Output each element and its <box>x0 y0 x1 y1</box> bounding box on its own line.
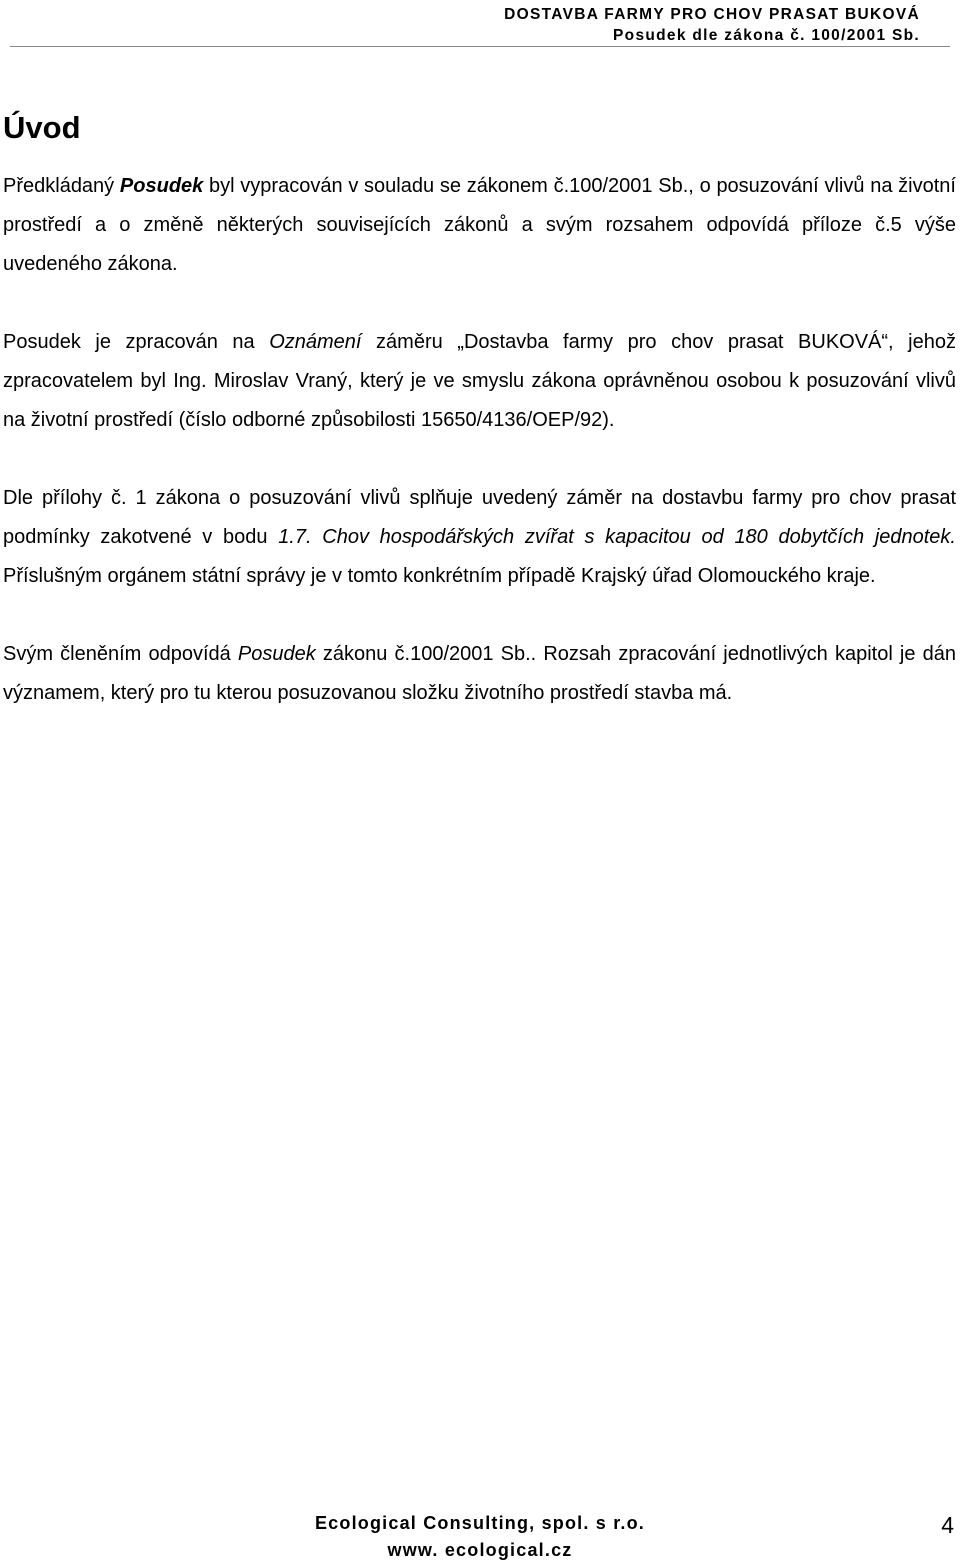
document-body <box>3 106 956 752</box>
emphasis-oznameni: Oznámení <box>269 331 362 353</box>
emphasis-posudek: Posudek <box>119 175 204 197</box>
section-title: Úvod <box>3 110 81 145</box>
footer-website: www. ecological.cz <box>387 1540 573 1560</box>
paragraph-text: Svým členěním odpovídá <box>3 643 238 665</box>
paragraph-text: Posudek je zpracován na <box>3 331 270 353</box>
paragraph-text: záměru „Dostavba farmy pro chov prasat BUKOVÁ“, jehož zpracovatelem byl Ing. Miroslav Vraný, který je ve smyslu zákona oprávněnou osobou k posuzování vlivů na životní prostředí (číslo odborné způsobilosti 15650/4136/OEP/92). <box>3 331 956 431</box>
emphasis-posudek: Posudek <box>237 643 316 665</box>
emphasis-bod-1-7: 1.7. Chov hospodářských zvířat s kapacitou od 180 dobytčích jednotek. <box>278 526 956 548</box>
header-project-title: DOSTAVBA FARMY PRO CHOV PRASAT BUKOVÁ <box>504 6 920 23</box>
paragraph-oznameni <box>3 323 956 440</box>
header-divider <box>10 46 950 47</box>
paragraph-intro <box>3 167 956 284</box>
footer-company: Ecological Consulting, spol. s r.o. <box>314 1513 646 1533</box>
paragraph-text: Příslušným orgánem státní správy je v tomto konkrétním případě Krajský úřad Olomouckého kraje. <box>3 565 876 587</box>
paragraph-text: Předkládaný <box>3 175 120 197</box>
page-header <box>504 4 920 46</box>
page-number: 4 <box>941 1512 954 1538</box>
paragraph-text: Dle přílohy č. 1 zákona o posuzování vlivů splňuje uvedený záměr na dostavbu farmy pro chov prasat podmínky zakotvené v bodu <box>3 487 956 548</box>
paragraph-priloha <box>3 479 956 596</box>
page-footer <box>0 1510 960 1564</box>
paragraph-text: byl vypracován v souladu se zákonem č.100/2001 Sb., o posuzování vlivů na životní prostředí a o změně některých souvisejících zákonů a svým rozsahem odpovídá příloze č.5 výše uvedeného zákona. <box>3 175 956 275</box>
paragraph-text: zákonu č.100/2001 Sb.. Rozsah zpracování jednotlivých kapitol je dán významem, který pro tu kterou posuzovanou složku životního prostředí stavba má. <box>3 643 956 704</box>
header-document-type: Posudek dle zákona č. 100/2001 Sb. <box>613 27 920 44</box>
paragraph-cleneni <box>3 635 956 713</box>
